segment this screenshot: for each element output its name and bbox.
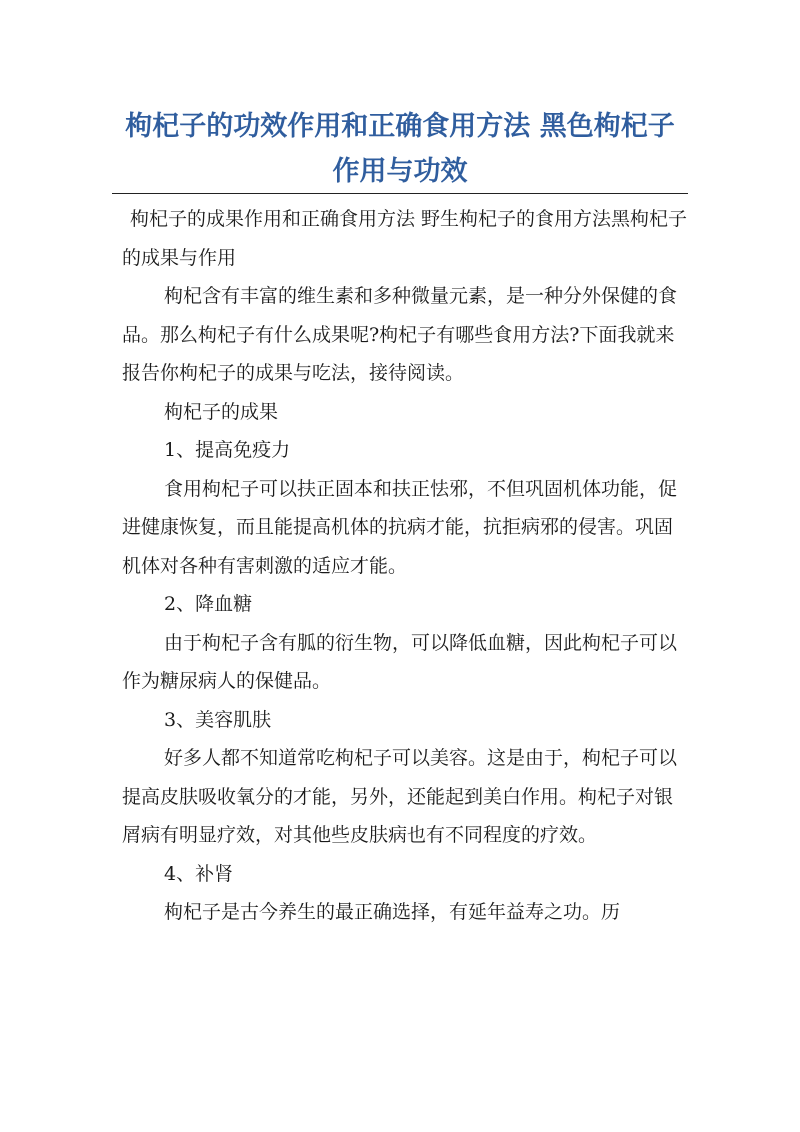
paragraph-intro: 枸杞含有丰富的维生素和多种微量元素，是一种分外保健的食品。那么枸杞子有什么成果呢?枸杞子有哪些食用方法?下面我就来报告你枸杞子的成果与吃法，接待阅读。 (122, 285, 678, 384)
item-heading: 4、补肾 (164, 862, 234, 885)
paragraph: 由于枸杞子含有胍的衍生物，可以降低血糖，因此枸杞子可以作为糖尿病人的保健品。 (122, 631, 678, 692)
document-body (122, 200, 688, 932)
item-heading: 1、提高免疫力 (164, 439, 291, 461)
document-subtitle: 枸杞子的成果作用和正确食用方法 野生枸杞子的食用方法黑枸杞子的成果与作用 (122, 208, 688, 269)
document-title: 枸杞子的功效作用和正确食用方法 黑色枸杞子作用与功效 (125, 111, 675, 187)
item-heading: 3、美容肌肤 (164, 708, 272, 731)
item-heading: 2、降血糖 (164, 593, 253, 615)
paragraph: 好多人都不知道常吃枸杞子可以美容。这是由于，枸杞子可以提高皮肤吸收氧分的才能，另外，还能起到美白作用。枸杞子对银屑病有明显疗效，对其他些皮肤病也有不同程度的疗效。 (122, 747, 678, 846)
paragraph: 枸杞子是古今养生的最正确选择，有延年益寿之功。历 (164, 901, 621, 923)
paragraph: 食用枸杞子可以扶正固本和扶正怯邪，不但巩固机体功能，促进健康恢复，而且能提高机体的抗病才能，抗拒病邪的侵害。巩固机体对各种有害刺激的适应才能。 (122, 477, 678, 577)
section-heading: 枸杞子的成果 (164, 400, 279, 423)
title-divider (112, 193, 688, 194)
